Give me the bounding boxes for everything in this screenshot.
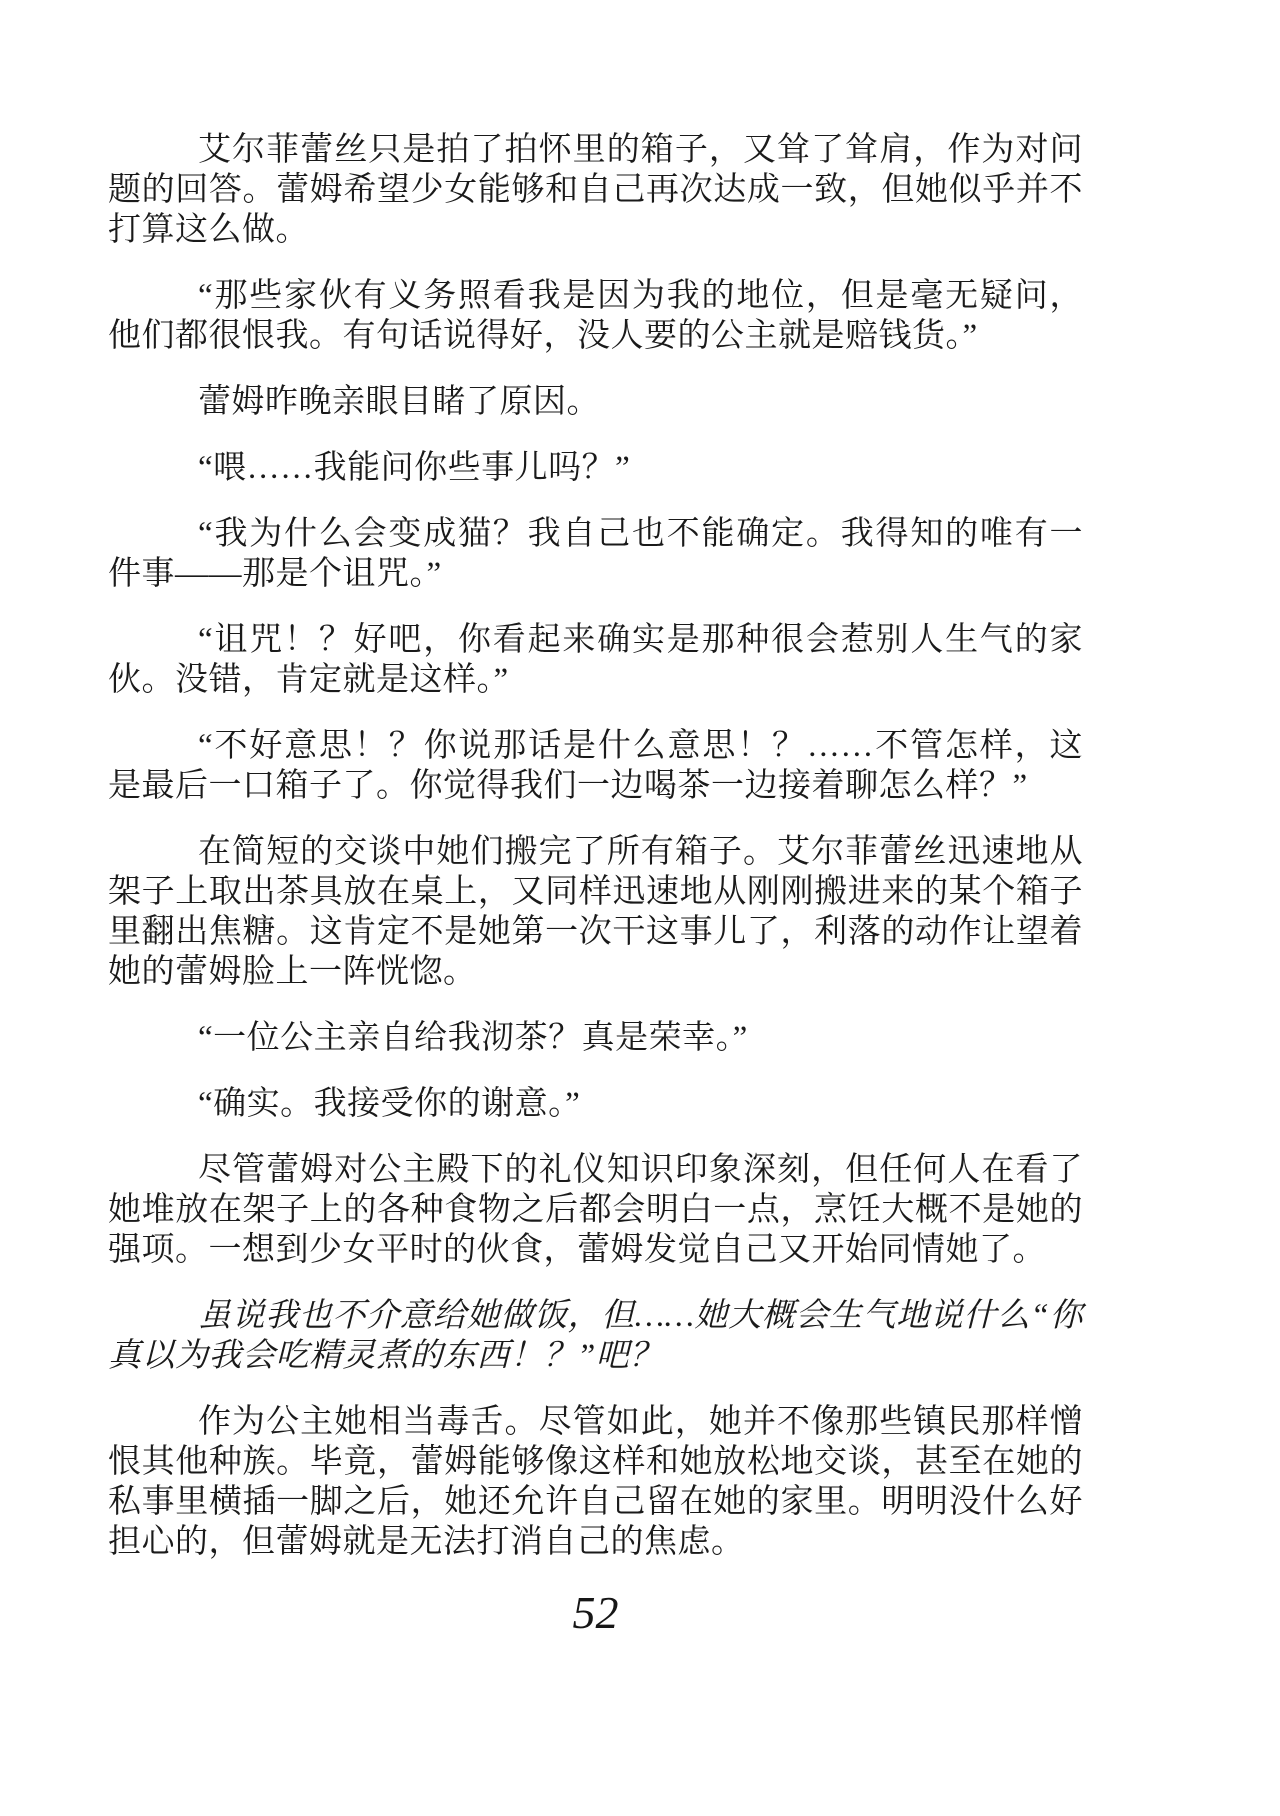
paragraph: “喂……我能问你些事儿吗？” [198, 450, 631, 486]
paragraph: 在简短的交谈中她们搬完了所有箱子。艾尔菲蕾丝迅速地从架子上取出茶具放在桌上，又同样迅速地从刚刚搬进来的某个箱子里翻出焦糖。这肯定不是她第一次干这事儿了，利落的动作让望着她的蕾姆脸上一阵恍惚。 [108, 834, 1083, 990]
paragraph: “我为什么会变成猫？我自己也不能确定。我得知的唯有一件事——那是个诅咒。” [108, 516, 1083, 592]
paragraph: 蕾姆昨晚亲眼目睹了原因。 [198, 384, 600, 420]
page-number: 52 [572, 1587, 619, 1638]
paragraph: “诅咒！？好吧，你看起来确实是那种很会惹别人生气的家伙。没错，肯定就是这样。” [108, 622, 1083, 698]
paragraph: 艾尔菲蕾丝只是拍了拍怀里的箱子，又耸了耸肩，作为对问题的回答。蕾姆希望少女能够和自己再次达成一致，但她似乎并不打算这么做。 [108, 132, 1083, 248]
paragraph: “不好意思！？你说那话是什么意思！？……不管怎样，这是最后一口箱子了。你觉得我们一边喝茶一边接着聊怎么样？” [108, 728, 1083, 804]
paragraph: “一位公主亲自给我沏茶？真是荣幸。” [198, 1020, 748, 1056]
paragraph: “确实。我接受你的谢意。” [198, 1086, 581, 1122]
paragraph-inner-monologue: 虽说我也不介意给她做饭，但……她大概会生气地说什么“你真以为我会吃精灵煮的东西！？”吧？ [108, 1298, 1083, 1374]
page-text [108, 130, 1083, 1562]
paragraph: 尽管蕾姆对公主殿下的礼仪知识印象深刻，但任何人在看了她堆放在架子上的各种食物之后都会明白一点，烹饪大概不是她的强项。一想到少女平时的伙食，蕾姆发觉自己又开始同情她了。 [108, 1152, 1083, 1268]
paragraph: 作为公主她相当毒舌。尽管如此，她并不像那些镇民那样憎恨其他种族。毕竟，蕾姆能够像这样和她放松地交谈，甚至在她的私事里横插一脚之后，她还允许自己留在她的家里。明明没什么好担心的，但蕾姆就是无法打消自己的焦虑。 [108, 1404, 1083, 1560]
paragraph: “那些家伙有义务照看我是因为我的地位，但是毫无疑问，他们都很恨我。有句话说得好，没人要的公主就是赔钱货。” [108, 278, 1083, 354]
